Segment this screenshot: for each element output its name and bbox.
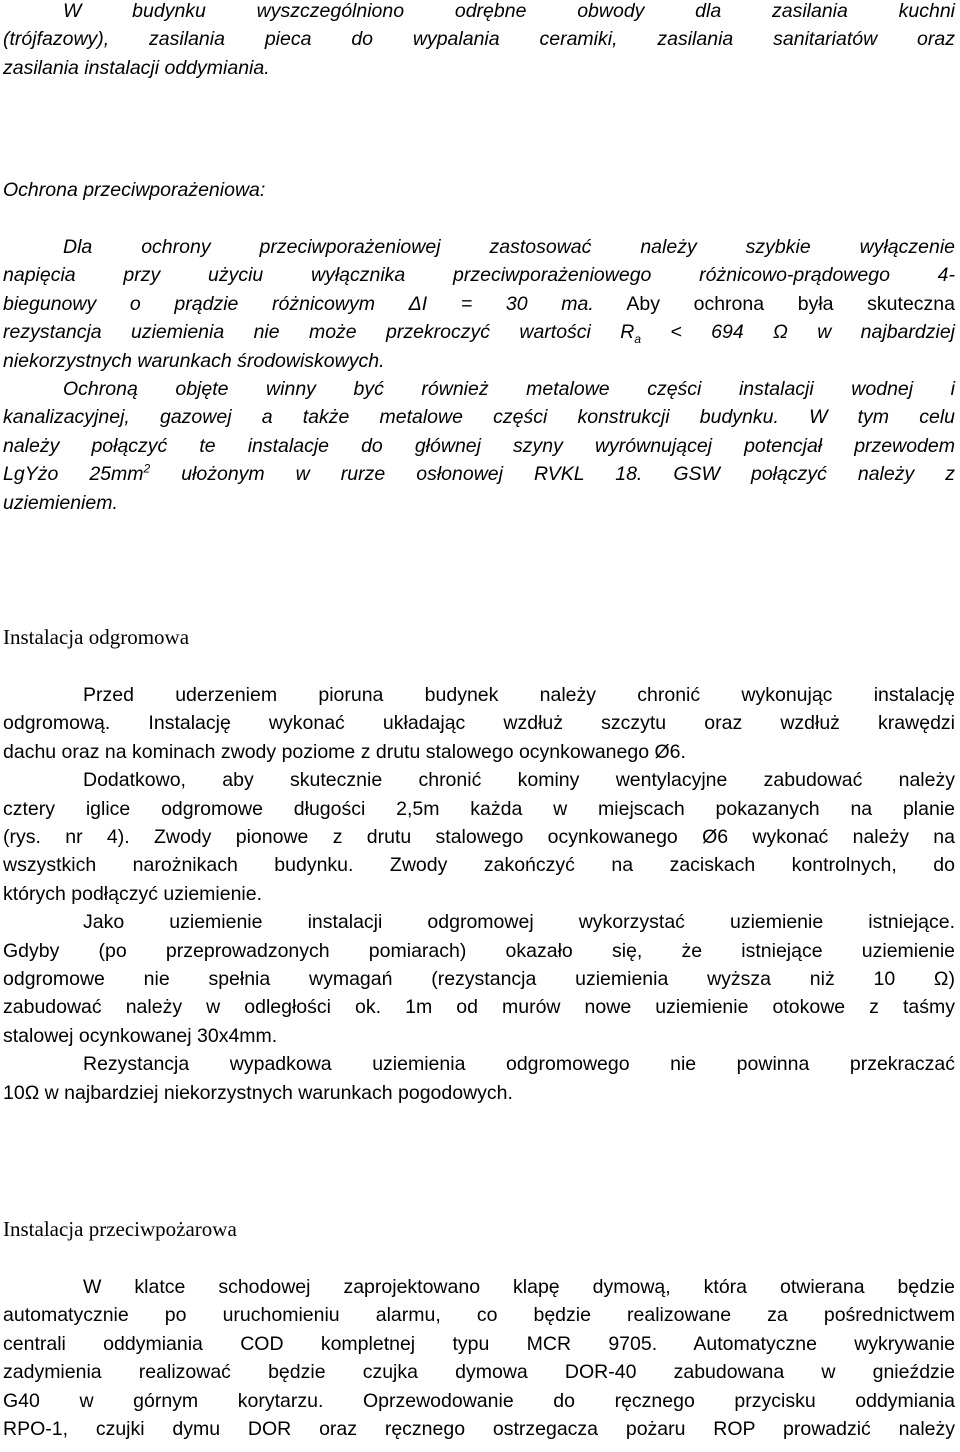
text-line: (trójfazowy), zasilania pieca do wypalania ceramiki, zasilania sanitariatów oraz: [3, 28, 955, 51]
section-heading-lightning: Instalacja odgromowa: [3, 625, 190, 649]
text-run: < 694 Ω w najbardziej: [641, 321, 955, 344]
surge-paragraph: [3, 233, 955, 517]
text-line: W budynku wyszczególniono odrębne obwody dla zasilania kuchni: [63, 0, 955, 22]
fire-paragraph: [3, 1273, 955, 1443]
text-line: [3, 290, 955, 318]
text-line: cztery iglice odgromowe długości 2,5m każda w miejscach pokazanych na planie: [3, 797, 955, 820]
text-line: W klatce schodowej zaprojektowano klapę dymową, która otwierana będzie: [83, 1276, 955, 1298]
text-line: napięcia przy użyciu wyłącznika przeciwporażeniowego różnicowo-prądowego 4-: [3, 264, 955, 287]
text-line: należy połączyć te instalacje do głównej szyny wyrównującej potencjał przewodem: [3, 434, 955, 457]
delta-current-value: ΔI = 30 ma.: [408, 292, 594, 315]
text-line: [3, 460, 955, 488]
text-line: centrali oddymiania COD kompletnej typu MCR 9705. Automatyczne wykrywanie: [3, 1332, 955, 1355]
section-heading-surge: Ochrona przeciwporażeniowa:: [3, 179, 266, 201]
text-line: dachu oraz na kominach zwody poziome z drutu stalowego ocynkowanego Ø6.: [3, 740, 686, 763]
text-line: Dla ochrony przeciwporażeniowej zastosować należy szybkie wyłączenie: [63, 236, 955, 258]
text-line: zasilania instalacji oddymiania.: [3, 56, 270, 79]
text-run: LgYżo 25mm: [3, 463, 144, 486]
subscript: a: [634, 332, 642, 347]
text-line: zabudować należy w odległości ok. 1m od murów nowe uziemienie otokowe z taśmy: [3, 996, 955, 1019]
text-line: niekorzystnych warunkach środowiskowych.: [3, 349, 385, 372]
text-line: Rezystancja wypadkowa uziemienia odgromowego nie powinna przekraczać: [83, 1053, 955, 1076]
text-line: kanalizacyjnej, gazowej a także metalowe części konstrukcji budynku. W tym celu: [3, 406, 955, 429]
text-line: których podłączyć uziemienie.: [3, 882, 263, 905]
text-run: Aby ochrona była skuteczna: [593, 292, 955, 315]
text-line: G40 w górnym korytarzu. Oprzewodowanie do ręcznego przycisku oddymiania: [3, 1389, 955, 1412]
text-line: RPO-1, czujki dymu DOR oraz ręcznego ostrzegacza pożaru ROP prowadzić należy: [3, 1418, 955, 1441]
text-run: biegunowy o prądzie różnicowym: [3, 292, 409, 315]
text-line: odgromowe nie spełnia wymagań (rezystancja uziemienia wyższa niż 10 Ω): [3, 968, 955, 991]
text-line: Przed uderzeniem pioruna budynek należy chronić wykonując instalację: [83, 684, 955, 706]
text-line: Jako uziemienie instalacji odgromowej wykorzystać uziemienie istniejące.: [83, 911, 955, 934]
text-line: (rys. nr 4). Zwody pionowe z drutu stalowego ocynkowanego Ø6 wykonać należy na: [3, 826, 955, 849]
text-line: Gdyby (po przeprowadzonych pomiarach) okazało się, że istniejące uziemienie: [3, 939, 955, 962]
intro-paragraph: [3, 0, 955, 82]
text-line: Dodatkowo, aby skutecznie chronić kominy wentylacyjne zabudować należy: [83, 769, 955, 792]
text-line: [3, 318, 955, 346]
text-line: wszystkich narożnikach budynku. Zwody zakończyć na zaciskach kontrolnych, do: [3, 854, 955, 877]
text-line: stalowej ocynkowanej 30x4mm.: [3, 1024, 278, 1047]
lightning-paragraph: [3, 681, 955, 1107]
text-line: Ochroną objęte winny być również metalowe części instalacji wodnej i: [63, 378, 955, 401]
text-run: rezystancja uziemienia nie może przekroczyć wartości R: [3, 321, 635, 344]
text-line: odgromową. Instalację wykonać układając wzdłuż szczytu oraz wzdłuż krawędzi: [3, 712, 955, 735]
text-line: 10Ω w najbardziej niekorzystnych warunkach pogodowych.: [3, 1081, 513, 1104]
section-heading-fire: Instalacja przeciwpożarowa: [3, 1217, 237, 1241]
text-line: zadymienia realizować będzie czujka dymowa DOR-40 zabudowana w gnieździe: [3, 1361, 955, 1384]
superscript: 2: [143, 461, 151, 476]
text-line: automatycznie po uruchomieniu alarmu, co będzie realizowane za pośrednictwem: [3, 1304, 955, 1327]
text-run: ułożonym w rurze osłonowej RVKL 18. GSW połączyć należy z: [150, 463, 955, 486]
text-line: uziemieniem.: [3, 491, 118, 514]
